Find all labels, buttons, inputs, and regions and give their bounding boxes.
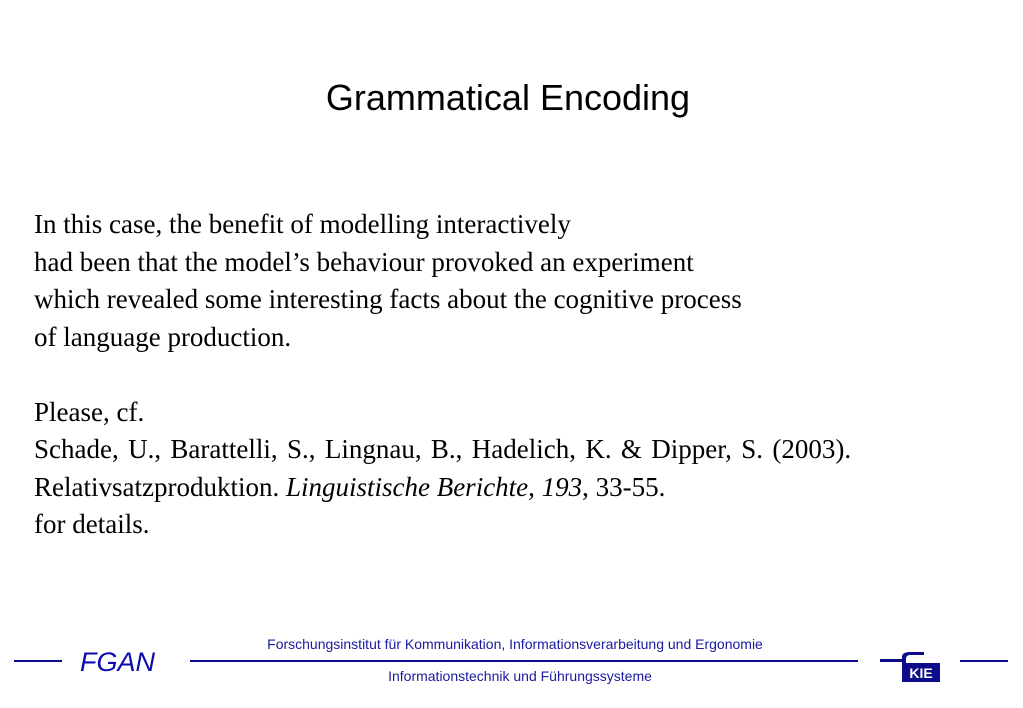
slide-title: Grammatical Encoding xyxy=(325,77,691,118)
reference-outro: for details. xyxy=(34,509,150,539)
paragraph-spacer xyxy=(34,356,1009,394)
footer-rule-left xyxy=(14,660,62,662)
paragraph-line: of language production. xyxy=(34,321,292,352)
paragraph-line: had been that the model’s behaviour provoked an experiment xyxy=(34,246,694,277)
reference-title: Relativsatzproduktion. xyxy=(34,471,286,502)
footer-rule-right xyxy=(960,660,1008,662)
reference-journal: Linguistische Berichte, 193 xyxy=(285,471,583,502)
reference-authors: Schade, U., Barattelli, S., Lingnau, B., Hadelich, K. & Dipper, S. (2003). xyxy=(34,434,852,464)
reference-citation xyxy=(34,469,1009,507)
department-name: Informationstechnik und Führungssysteme xyxy=(388,668,652,684)
paragraph-line: In this case, the benefit of modelling interactively xyxy=(34,209,571,239)
institute-name: Forschungsinstitut für Kommunikation, Informationsverarbeitung und Ergonomie xyxy=(267,636,763,652)
footer-rule-middle xyxy=(190,660,858,662)
kie-logo-icon xyxy=(880,650,944,686)
kie-logo-graphic xyxy=(880,650,944,686)
kie-logo-text: KIE xyxy=(909,665,933,681)
fgan-logo: FGAN xyxy=(80,647,156,677)
paragraph-line: which revealed some interesting facts about the cognitive process xyxy=(34,284,742,314)
reference-intro: Please, cf. xyxy=(34,396,145,427)
reference-pages: , 33-55. xyxy=(582,471,666,502)
slide-body xyxy=(34,206,1009,544)
